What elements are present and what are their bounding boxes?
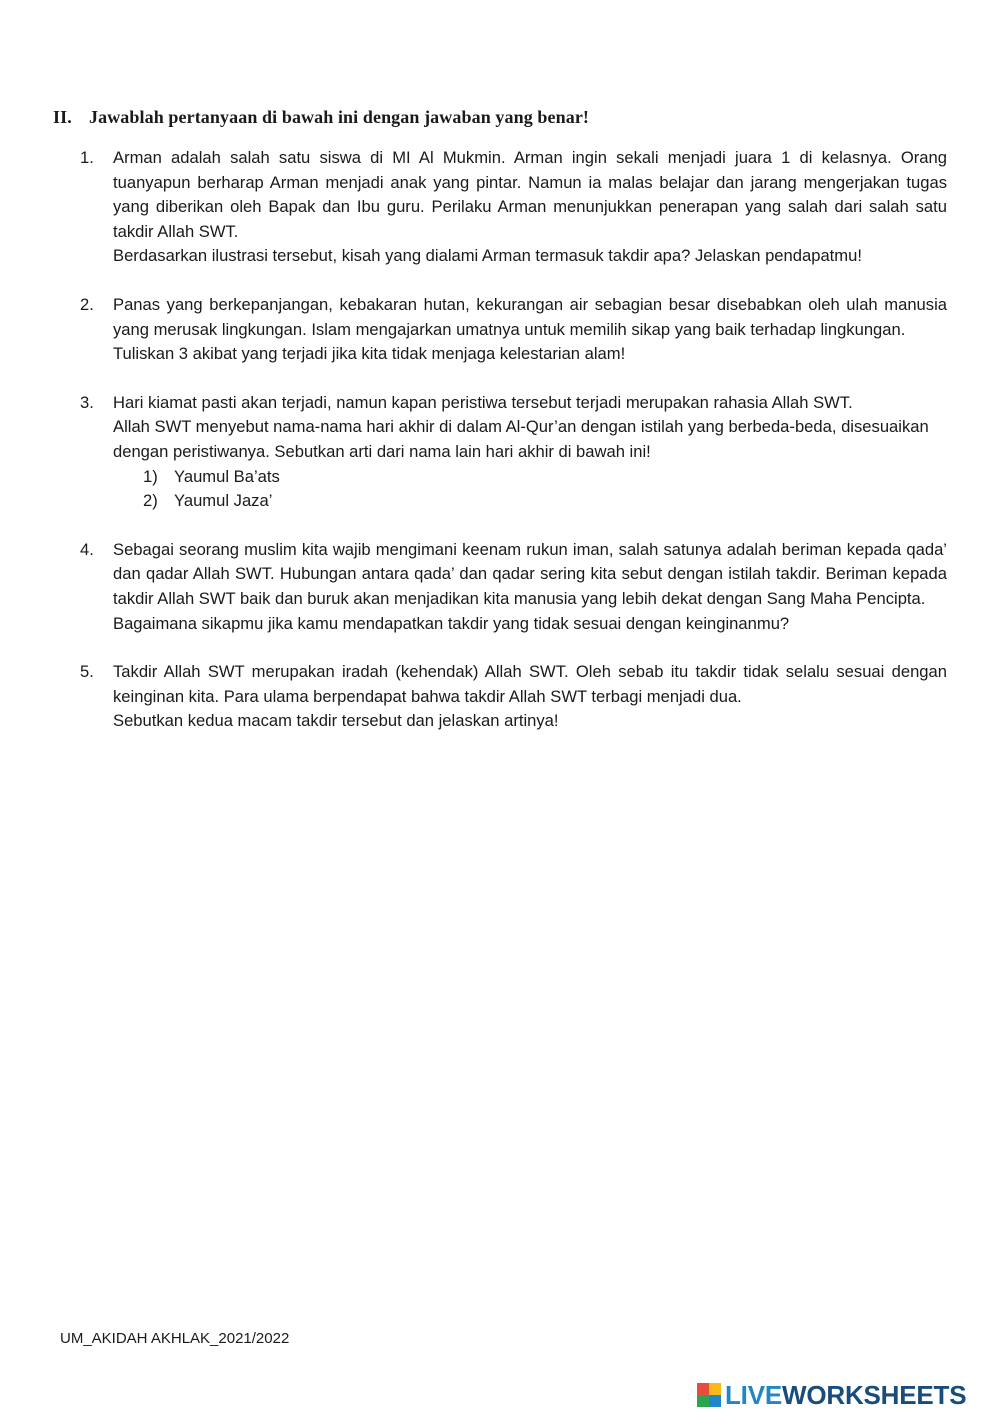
sub-item-number: 1) <box>143 466 158 486</box>
question-text: Arman adalah salah satu siswa di MI Al Mukmin. Arman ingin sekali menjadi juara 1 di kelasnya. Orang tuanyapun berharap Arman menjadi anak yang pintar. Namun ia malas belajar dan jarang mengerjakan tugas yang diberikan oleh Bapak dan Ibu guru. Perilaku Arman menunjukkan penerapan yang salah dari salah satu takdir Allah SWT. <box>113 148 947 241</box>
question-prompt: Allah SWT menyebut nama-nama hari akhir di dalam Al-Qur’an dengan istilah yang berbeda-beda, disesuaikan dengan peristiwanya. Sebutkan arti dari nama lain hari akhir di bawah ini! <box>113 417 929 461</box>
brand-live: LIVE <box>725 1379 782 1410</box>
question-text: Hari kiamat pasti akan terjadi, namun kapan peristiwa tersebut terjadi merupakan rahasia Allah SWT. <box>113 392 853 412</box>
question-number: 1. <box>80 148 94 167</box>
sub-item-list <box>113 465 947 514</box>
section-title: Jawablah pertanyaan di bawah ini dengan jawaban yang benar! <box>89 107 590 127</box>
logo-tile <box>697 1383 709 1395</box>
question-prompt: Bagaimana sikapmu jika kamu mendapatkan takdir yang tidak sesuai dengan keinginanmu? <box>113 613 790 633</box>
question-text: Sebagai seorang muslim kita wajib mengimani keenam rukun iman, salah satunya adalah beriman kepada qada’ dan qadar Allah SWT. Hubungan antara qada’ dan qadar sering kita sebut dengan istilah takdir. Beriman kepada takdir Allah SWT baik dan buruk akan menjadikan kita manusia yang lebih dekat dengan Sang Maha Pencipta. <box>113 539 947 608</box>
footer-label: UM_AKIDAH AKHLAK_2021/2022 <box>60 1330 290 1347</box>
liveworksheets-logo-icon <box>697 1383 721 1407</box>
question-number: 3. <box>80 392 94 412</box>
logo-tile <box>697 1395 709 1407</box>
brand-worksheets: WORKSHEETS <box>782 1379 967 1410</box>
sub-item <box>113 465 947 490</box>
question-prompt: Berdasarkan ilustrasi tersebut, kisah yang dialami Arman termasuk takdir apa? Jelaskan pendapatmu! <box>113 246 862 266</box>
question-3 <box>80 391 947 514</box>
sub-item-text: Yaumul Ba’ats <box>174 466 280 486</box>
question-list <box>80 146 947 758</box>
brand-wordmark <box>725 1380 966 1411</box>
section-number: II. <box>53 107 72 127</box>
question-5 <box>80 660 947 734</box>
logo-tile <box>709 1383 721 1395</box>
question-2 <box>80 293 947 367</box>
sub-item-text: Yaumul Jaza’ <box>174 491 273 511</box>
question-number: 2. <box>80 294 94 314</box>
sub-item-number: 2) <box>143 491 158 511</box>
sub-item <box>113 489 947 514</box>
question-number: 5. <box>80 662 94 682</box>
question-prompt: Sebutkan kedua macam takdir tersebut dan jelaskan artinya! <box>113 711 559 731</box>
question-1 <box>80 146 947 269</box>
liveworksheets-brand[interactable] <box>697 1380 966 1410</box>
question-text: Takdir Allah SWT merupakan iradah (kehendak) Allah SWT. Oleh sebab itu takdir tidak selalu sesuai dengan keinginan kita. Para ulama berpendapat bahwa takdir Allah SWT terbagi menjadi dua. <box>113 662 947 706</box>
question-prompt: Tuliskan 3 akibat yang terjadi jika kita tidak menjaga kelestarian alam! <box>113 344 626 364</box>
question-text: Panas yang berkepanjangan, kebakaran hutan, kekurangan air sebagian besar disebabkan oleh ulah manusia yang merusak lingkungan. Islam mengajarkan umatnya untuk memilih sikap yang baik terhadap lingkungan. <box>113 294 947 339</box>
question-number: 4. <box>80 539 94 559</box>
question-4 <box>80 538 947 636</box>
logo-tile <box>709 1395 721 1407</box>
section-heading <box>53 107 589 128</box>
